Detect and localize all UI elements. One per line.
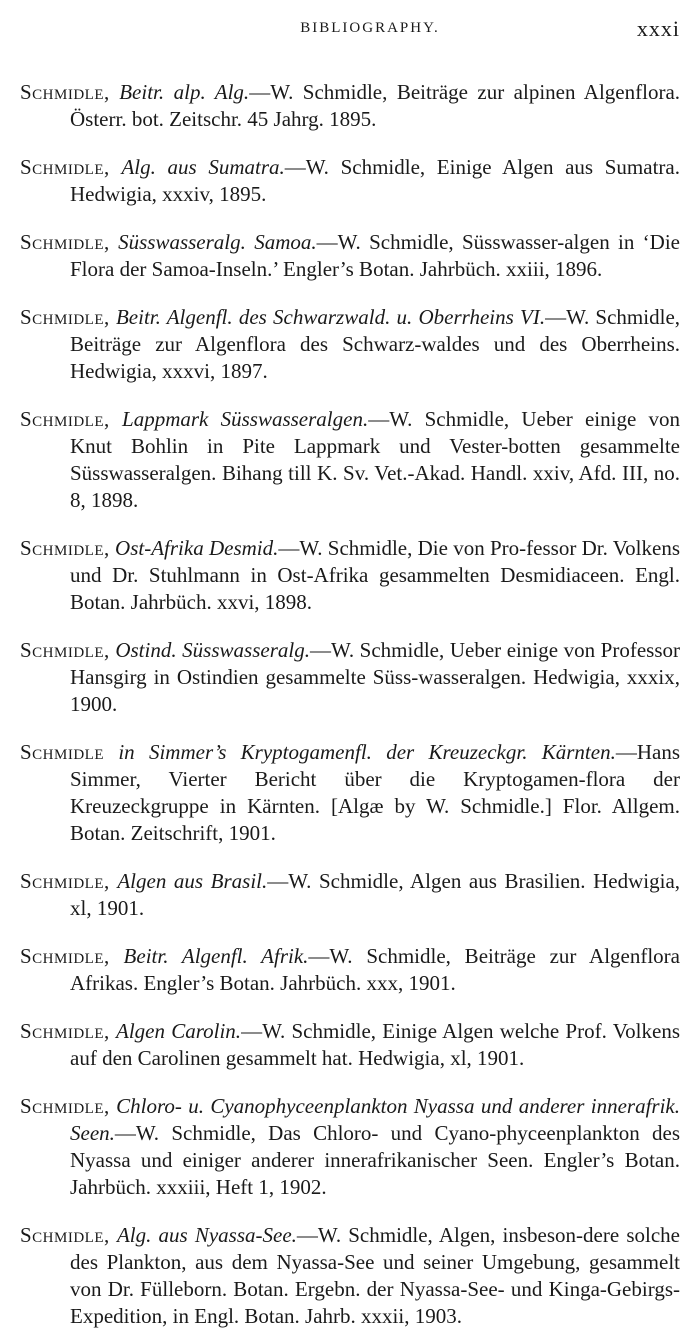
bibliography-entry: [20, 1093, 680, 1201]
entry-abbreviation: Süsswasseralg. Samoa.: [118, 230, 317, 254]
entry-abbreviation: Beitr. Algenfl. Afrik.: [123, 944, 309, 968]
entry-citation: —W. Schmidle, Einige Algen welche Prof. Volkens auf den Carolinen gesammelt hat. Hedwigia, xl, 1901.: [70, 1019, 680, 1070]
bibliography-list: [20, 79, 680, 1330]
bibliography-entry: [20, 79, 680, 133]
entry-citation: —W. Schmidle, Das Chloro- und Cyano-phyceenplankton des Nyassa und einiger anderer innerafrikanischer Seen. Engler’s Botan. Jahrbüch. xxxiii, Heft 1, 1902.: [70, 1121, 680, 1199]
running-title: BIBLIOGRAPHY.: [300, 20, 440, 36]
bibliography-entry: [20, 943, 680, 997]
entry-author: Schmidle,: [20, 869, 110, 893]
entry-author: Schmidle,: [20, 407, 110, 431]
entry-citation: —W. Schmidle, Einige Algen aus Sumatra. Hedwigia, xxxiv, 1895.: [70, 155, 680, 206]
entry-abbreviation: Ostind. Süsswasseralg.: [115, 638, 310, 662]
entry-author: Schmidle,: [20, 230, 110, 254]
entry-citation: —W. Schmidle, Ueber einige von Knut Bohlin in Pite Lappmark und Vester-botten gesammelte Süsswasseralgen. Bihang till K. Sv. Vet.-Akad. Handl. xxiv, Afd. III, no. 8, 1898.: [70, 407, 681, 512]
entry-abbreviation: Algen aus Brasil.: [117, 869, 268, 893]
bibliography-entry: [20, 1018, 680, 1072]
entry-citation: —W. Schmidle, Süsswasser-algen in ‘Die Flora der Samoa-Inseln.’ Engler’s Botan. Jahrbüch. xxiii, 1896.: [70, 230, 680, 281]
entry-abbreviation: Alg. aus Nyassa-See.: [116, 1223, 297, 1247]
entry-abbreviation: in Simmer’s Kryptogamenfl. der Kreuzeckgr. Kärnten.: [118, 740, 616, 764]
entry-abbreviation: Beitr. alp. Alg.: [119, 80, 250, 104]
entry-author: Schmidle,: [20, 638, 110, 662]
entry-citation: —W. Schmidle, Algen aus Brasilien. Hedwigia, xl, 1901.: [70, 869, 681, 920]
entry-author: Schmidle,: [20, 80, 110, 104]
entry-abbreviation: Lappmark Süsswasseralgen.: [122, 407, 369, 431]
bibliography-entry: [20, 229, 680, 283]
entry-author: Schmidle,: [20, 536, 110, 560]
book-page: [20, 14, 680, 1337]
entry-author: Schmidle,: [20, 1223, 110, 1247]
entry-abbreviation: Algen Carolin.: [116, 1019, 242, 1043]
entry-author: Schmidle,: [20, 1094, 110, 1118]
bibliography-entry: [20, 739, 680, 847]
bibliography-entry: [20, 154, 680, 208]
entry-citation: —W. Schmidle, Algen, insbeson-dere solche des Plankton, aus dem Nyassa-See und seiner Umgebung, gesammelt von Dr. Fülleborn. Botan. Ergebn. der Nyassa-See- und Kinga-Gebirgs-Expedition, in Engl. Botan. Jahrb. xxxii, 1903.: [70, 1223, 680, 1328]
entry-author: Schmidle,: [20, 1019, 110, 1043]
running-head: [20, 14, 680, 58]
bibliography-entry: [20, 535, 680, 616]
entry-abbreviation: Beitr. Algenfl. des Schwarzwald. u. Oberrheins VI.: [115, 305, 546, 329]
entry-author: Schmidle: [20, 740, 105, 764]
bibliography-entry: [20, 304, 680, 385]
entry-citation: —W. Schmidle, Beiträge zur alpinen Algenflora. Österr. bot. Zeitschr. 45 Jahrg. 1895.: [70, 80, 681, 131]
entry-author: Schmidle,: [20, 305, 110, 329]
bibliography-entry: [20, 637, 680, 718]
bibliography-entry: [20, 868, 680, 922]
entry-citation: —W. Schmidle, Die von Pro-fessor Dr. Volkens und Dr. Stuhlmann in Ost-Afrika gesammelten Desmidiaceen. Engl. Botan. Jahrbüch. xxvi, 1898.: [70, 536, 681, 614]
entry-abbreviation: Alg. aus Sumatra.: [121, 155, 285, 179]
entry-citation: —W. Schmidle, Ueber einige von Professor Hansgirg in Ostindien gesammelte Süss-wasseralgen. Hedwigia, xxxix, 1900.: [70, 638, 680, 716]
bibliography-entry: [20, 406, 680, 514]
entry-citation: —W. Schmidle, Beiträge zur Algenflora Afrikas. Engler’s Botan. Jahrbüch. xxx, 1901.: [70, 944, 680, 995]
entry-abbreviation: Ost-Afrika Desmid.: [115, 536, 279, 560]
entry-author: Schmidle,: [20, 944, 110, 968]
entry-abbreviation: Chloro- u. Cyanophyceenplankton Nyassa und anderer innerafrik. Seen.: [70, 1094, 681, 1145]
page-number: xxxi: [636, 16, 680, 41]
entry-author: Schmidle,: [20, 155, 110, 179]
entry-citation: —W. Schmidle, Beiträge zur Algenflora des Schwarz-waldes und des Oberrheins. Hedwigia, xxxvi, 1897.: [70, 305, 681, 383]
entry-citation: —Hans Simmer, Vierter Bericht über die Kryptogamen-flora der Kreuzeckgruppe in Kärnten. [Algæ by W. Schmidle.] Flor. Allgem. Botan. Zeitschrift, 1901.: [70, 740, 681, 845]
bibliography-entry: [20, 1222, 680, 1330]
